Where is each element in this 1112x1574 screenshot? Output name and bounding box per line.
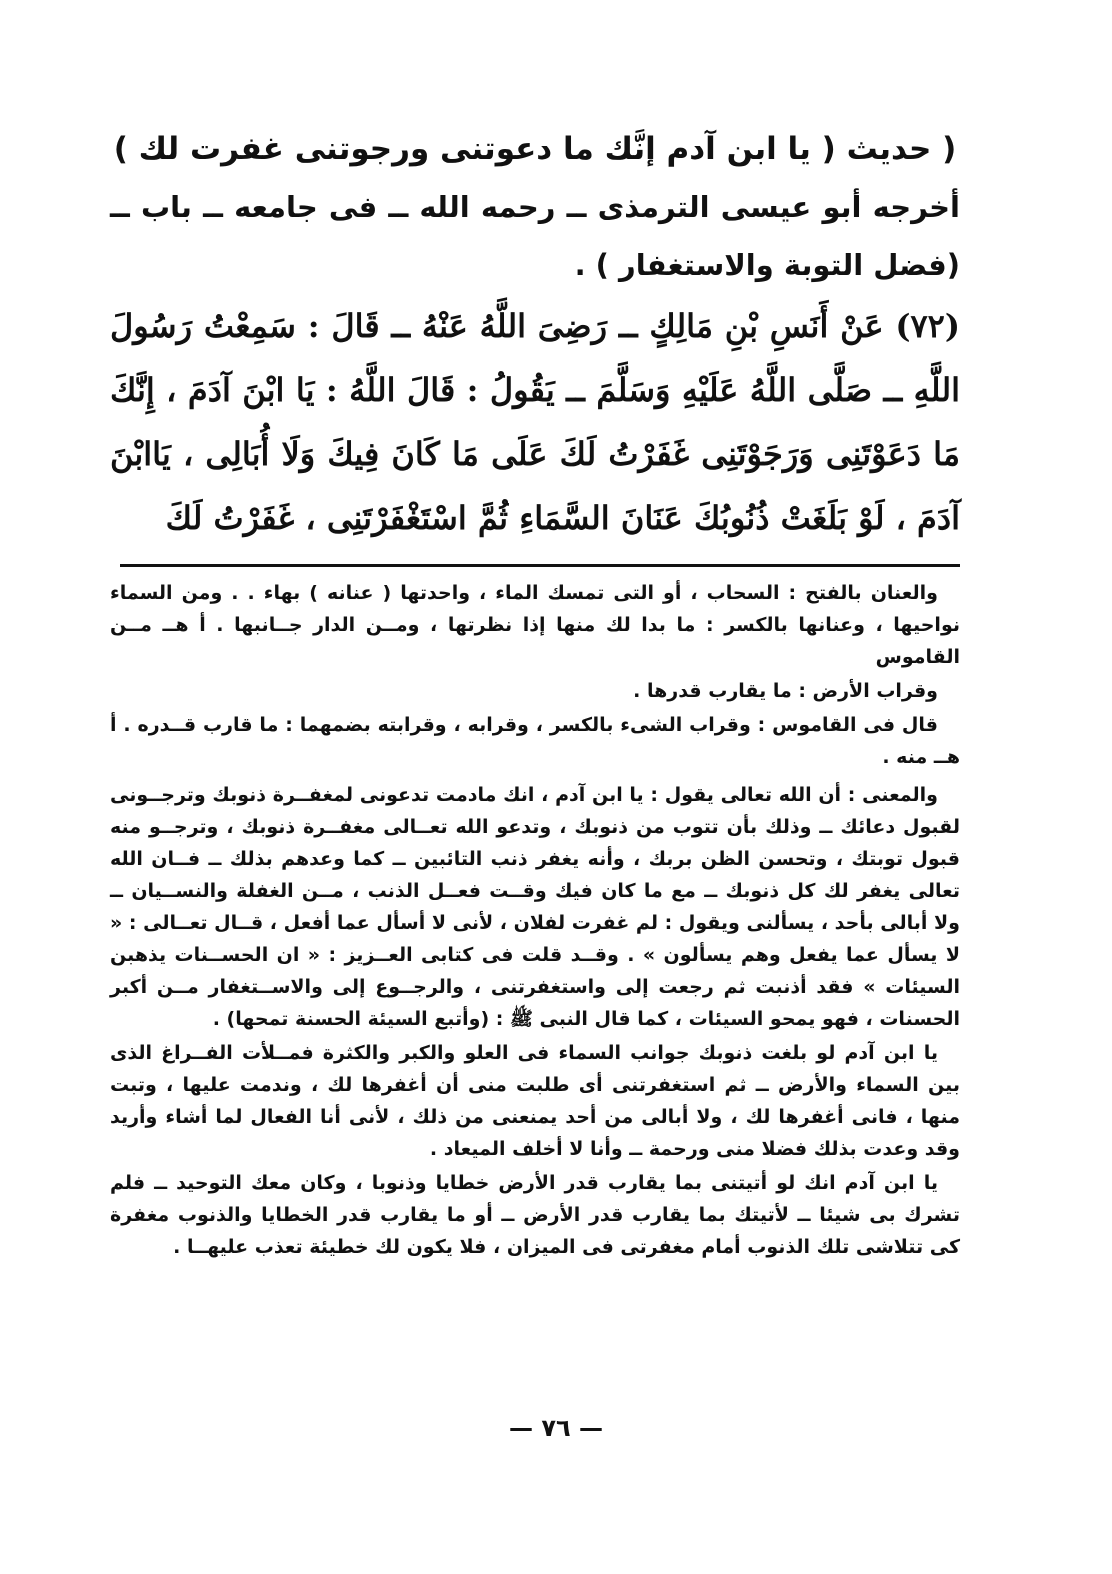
footnote-qurab: وقراب الأرض : ما يقارب قدرها . [633, 680, 938, 702]
footnote-anan: والعنان بالفتح : السحاب ، أو التى تمسك الماء ، واحدتها ( عنانه ) بهاء . . ومن السماء نواحيها ، وعنانها بالكسر : ما بدا لك منها إذا نظرتها ، ومــن الدار جــانبها . أ هــ مــن القاموس [110, 582, 960, 668]
hadith-title: ( حديث ( يا ابن آدم إنَّك ما دعوتنى ورجوتنى غفرت لك ) [113, 131, 957, 167]
hadith-text: (٧٢) عَنْ أَنَسِ بْنِ مَالِكٍ ــ رَضِىَ اللَّهُ عَنْهُ ــ قَالَ : سَمِعْتُ رَسُولَ اللَّهِ ــ صَلَّى اللَّهُ عَلَيْهِ وَسَلَّمَ ــ يَقُولُ : قَالَ اللَّهُ : يَا ابْنَ آدَمَ ، إِنَّكَ مَا دَعَوْتَنِى وَرَجَوْتَنِى غَفَرْتُ لَكَ عَلَى مَا كَانَ فِيكَ وَلَا أُبَالِى ، يَاابْنَ آدَمَ ، لَوْ بَلَغَتْ ذُنُوبُكَ عَنَانَ السَّمَاءِ ثُمَّ اسْتَغْفَرْتَنِى ، غَفَرْتُ لَكَ [110, 307, 960, 537]
footnote-divider [120, 564, 960, 567]
explanation-paragraph-2: يا ابن آدم لو بلغت ذنوبك جوانب السماء فى العلو والكبر والكثرة فمــلأت الفــراغ الذى بين السماء والأرض ــ ثم استغفرتنى أى طلبت منى أن أغفرها لك ، وندمت عليها ، وتبت منها ، فانى أغفرها لك ، ولا أبالى من أحد يمنعنى من ذلك ، لأنى أنا الفعال لما أشاء وأريد وقد وعدت بذلك فضلا منى ورحمة ــ وأنا لا أخلف الميعاد . [110, 1042, 960, 1160]
page-body [110, 120, 960, 1265]
explanation-paragraph-3: يا ابن آدم انك لو أتيتنى بما يقارب قدر الأرض خطايا وذنوبا ، وكان معك التوحيد ــ فلم تشرك بى شيئا ــ لأتيتك بما يقارب قدر الأرض ــ أو ما يقارب قدر الخطايا والذنوب مغفرة كى تتلاشى تلك الذنوب أمام مغفرتى فى الميزان ، فلا يكون لك خطيئة تعذب عليهــا . [110, 1172, 960, 1258]
source-attribution: أخرجه أبو عيسى الترمذى ــ رحمه الله ــ فى جامعه ــ باب ــ (فضل التوبة والاستغفار ) . [110, 190, 960, 282]
footnote-qamus: قال فى القاموس : وقراب الشىء بالكسر ، وقرابه ، وقرابته بضمهما : ما قارب قــدره . أ هــ منه . [110, 714, 960, 768]
page-number: — ٧٦ — [508, 1414, 603, 1442]
explanation-paragraph-1: والمعنى : أن الله تعالى يقول : يا ابن آدم ، انك مادمت تدعونى لمغفــرة ذنوبك وترجــونى لقبول دعائك ــ وذلك بأن تتوب من ذنوبك ، وتدعو الله تعــالى مغفــرة ذنوبك ، وترجــو منه قبول توبتك ، وتحسن الظن بربك ، وأنه يغفر ذنب التائبين ــ كما وعدهم بذلك ــ فــان الله تعالى يغفر لك كل ذنوبك ــ مع ما كان فيك وقــت فعــل الذنب ، مــن الغفلة والنســيان ــ ولا أبالى بأحد ، يسألنى ويقول : لم غفرت لفلان ، لأنى لا أسأل عما أفعل ، قــال تعــالى : « لا يسأل عما يفعل وهم يسألون » . وقــد قلت فى كتابى العــزيز : « ان الحســنات يذهبن السيئات » فقد أذنبت ثم رجعت إلى واستغفرتنى ، والرجــوع إلى والاســتغفار مــن أكبر الحسنات ، فهو يمحو السيئات ، كما قال النبى ﷺ : (وأتبع السيئة الحسنة تمحها) . [110, 784, 960, 1030]
